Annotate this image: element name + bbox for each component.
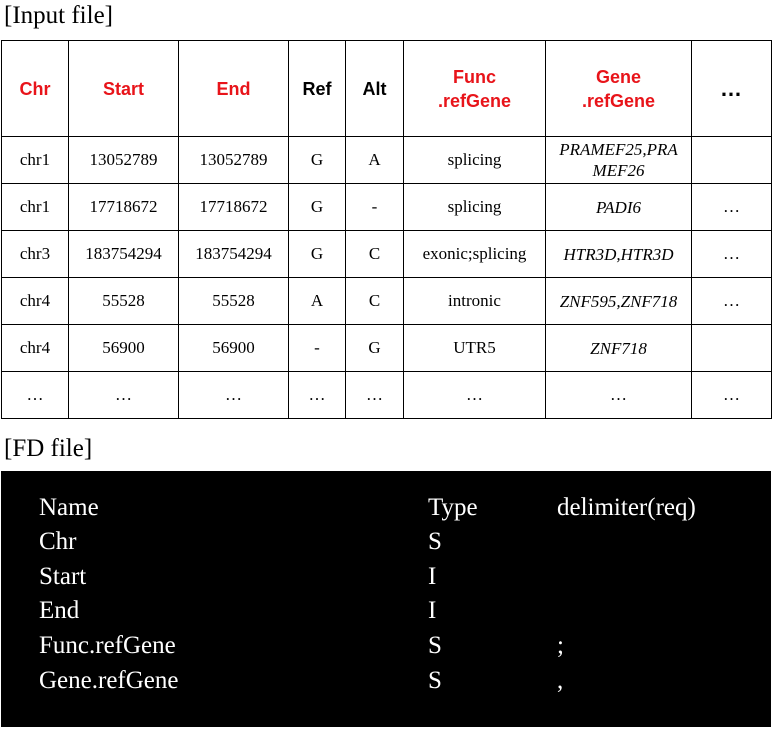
fd-row (1, 594, 771, 628)
table-cell: A (289, 278, 346, 325)
column-header (2, 41, 69, 137)
table-cell: … (2, 372, 69, 419)
table-cell: 55528 (179, 278, 289, 325)
column-header-label: … (720, 75, 743, 101)
fd-field-type: I (428, 563, 437, 590)
table-cell: chr4 (2, 278, 69, 325)
table-cell: … (346, 372, 404, 419)
fd-field-delimiter: delimiter(req) (557, 494, 696, 521)
column-header-label: Gene (595, 66, 642, 87)
table-body (2, 137, 772, 419)
fd-field-type: Type (428, 494, 478, 521)
fd-file-panel (1, 471, 771, 727)
table-cell: exonic;splicing (404, 231, 546, 278)
column-header-label: .refGene (437, 90, 512, 111)
fd-row (1, 629, 771, 663)
table-cell: - (289, 325, 346, 372)
table-cell: chr1 (2, 184, 69, 231)
fd-file-title: [FD file] (4, 435, 93, 462)
fd-field-type: S (428, 632, 442, 659)
table-cell: G (289, 184, 346, 231)
table-cell: G (289, 137, 346, 184)
table-cell: 17718672 (69, 184, 179, 231)
table-header-row (2, 41, 772, 137)
table-cell: … (692, 231, 772, 278)
column-header (289, 41, 346, 137)
table-cell: 56900 (69, 325, 179, 372)
column-header (179, 41, 289, 137)
table-cell: chr4 (2, 325, 69, 372)
table-row (2, 137, 772, 184)
table-cell: PADI6 (546, 184, 692, 231)
table-cell: HTR3D,HTR3D (546, 231, 692, 278)
column-header-label: .refGene (581, 90, 656, 111)
table-cell: … (289, 372, 346, 419)
table-cell: ZNF718 (546, 325, 692, 372)
table-cell: 17718672 (179, 184, 289, 231)
column-header-label: Alt (362, 78, 387, 99)
fd-field-type: I (428, 597, 437, 624)
table-cell: G (346, 325, 404, 372)
fd-field-delimiter: , (557, 667, 564, 694)
table-cell: C (346, 231, 404, 278)
table-cell: … (179, 372, 289, 419)
table-cell: … (692, 278, 772, 325)
table-cell: chr1 (2, 137, 69, 184)
table-row (2, 325, 772, 372)
fd-field-name: Name (39, 494, 99, 521)
table-cell: 183754294 (179, 231, 289, 278)
table-row (2, 184, 772, 231)
table-cell (692, 325, 772, 372)
table-cell: ZNF595,ZNF718 (546, 278, 692, 325)
column-header-label: Func (453, 66, 496, 87)
column-header-label: Chr (19, 78, 51, 99)
input-file-title: [Input file] (4, 2, 113, 29)
fd-row (1, 525, 771, 559)
table-cell: G (289, 231, 346, 278)
column-header-label: Start (102, 78, 144, 99)
table-cell: splicing (404, 137, 546, 184)
input-table (1, 40, 772, 419)
fd-field-name: Gene.refGene (39, 667, 179, 694)
fd-field-name: Chr (39, 528, 77, 555)
table-cell: C (346, 278, 404, 325)
table-cell: A (346, 137, 404, 184)
column-header (692, 41, 772, 137)
table-cell: intronic (404, 278, 546, 325)
table-cell: - (346, 184, 404, 231)
table-cell: 55528 (69, 278, 179, 325)
column-header (546, 41, 692, 137)
column-header-label: End (216, 78, 251, 99)
column-header (69, 41, 179, 137)
fd-field-type: S (428, 528, 442, 555)
table-cell: PRAMEF25,PRA MEF26 (546, 137, 692, 184)
column-header (346, 41, 404, 137)
table-row (2, 372, 772, 419)
table-cell: 183754294 (69, 231, 179, 278)
table-cell: … (692, 184, 772, 231)
table-cell: … (404, 372, 546, 419)
table-cell: UTR5 (404, 325, 546, 372)
table-cell: … (692, 372, 772, 419)
fd-field-delimiter: ; (557, 632, 564, 659)
fd-field-type: S (428, 667, 442, 694)
table-row (2, 231, 772, 278)
table-cell: 56900 (179, 325, 289, 372)
column-header (404, 41, 546, 137)
fd-field-name: End (39, 597, 80, 624)
table-cell: chr3 (2, 231, 69, 278)
table-cell (692, 137, 772, 184)
table-cell: 13052789 (179, 137, 289, 184)
table-cell: … (69, 372, 179, 419)
fd-row (1, 560, 771, 594)
fd-row (1, 491, 771, 525)
table-cell: 13052789 (69, 137, 179, 184)
table-cell: splicing (404, 184, 546, 231)
column-header-label: Ref (302, 78, 332, 99)
fd-field-name: Func.refGene (39, 632, 176, 659)
fd-field-name: Start (39, 563, 87, 590)
table-row (2, 278, 772, 325)
fd-row (1, 664, 771, 698)
table-cell: … (546, 372, 692, 419)
